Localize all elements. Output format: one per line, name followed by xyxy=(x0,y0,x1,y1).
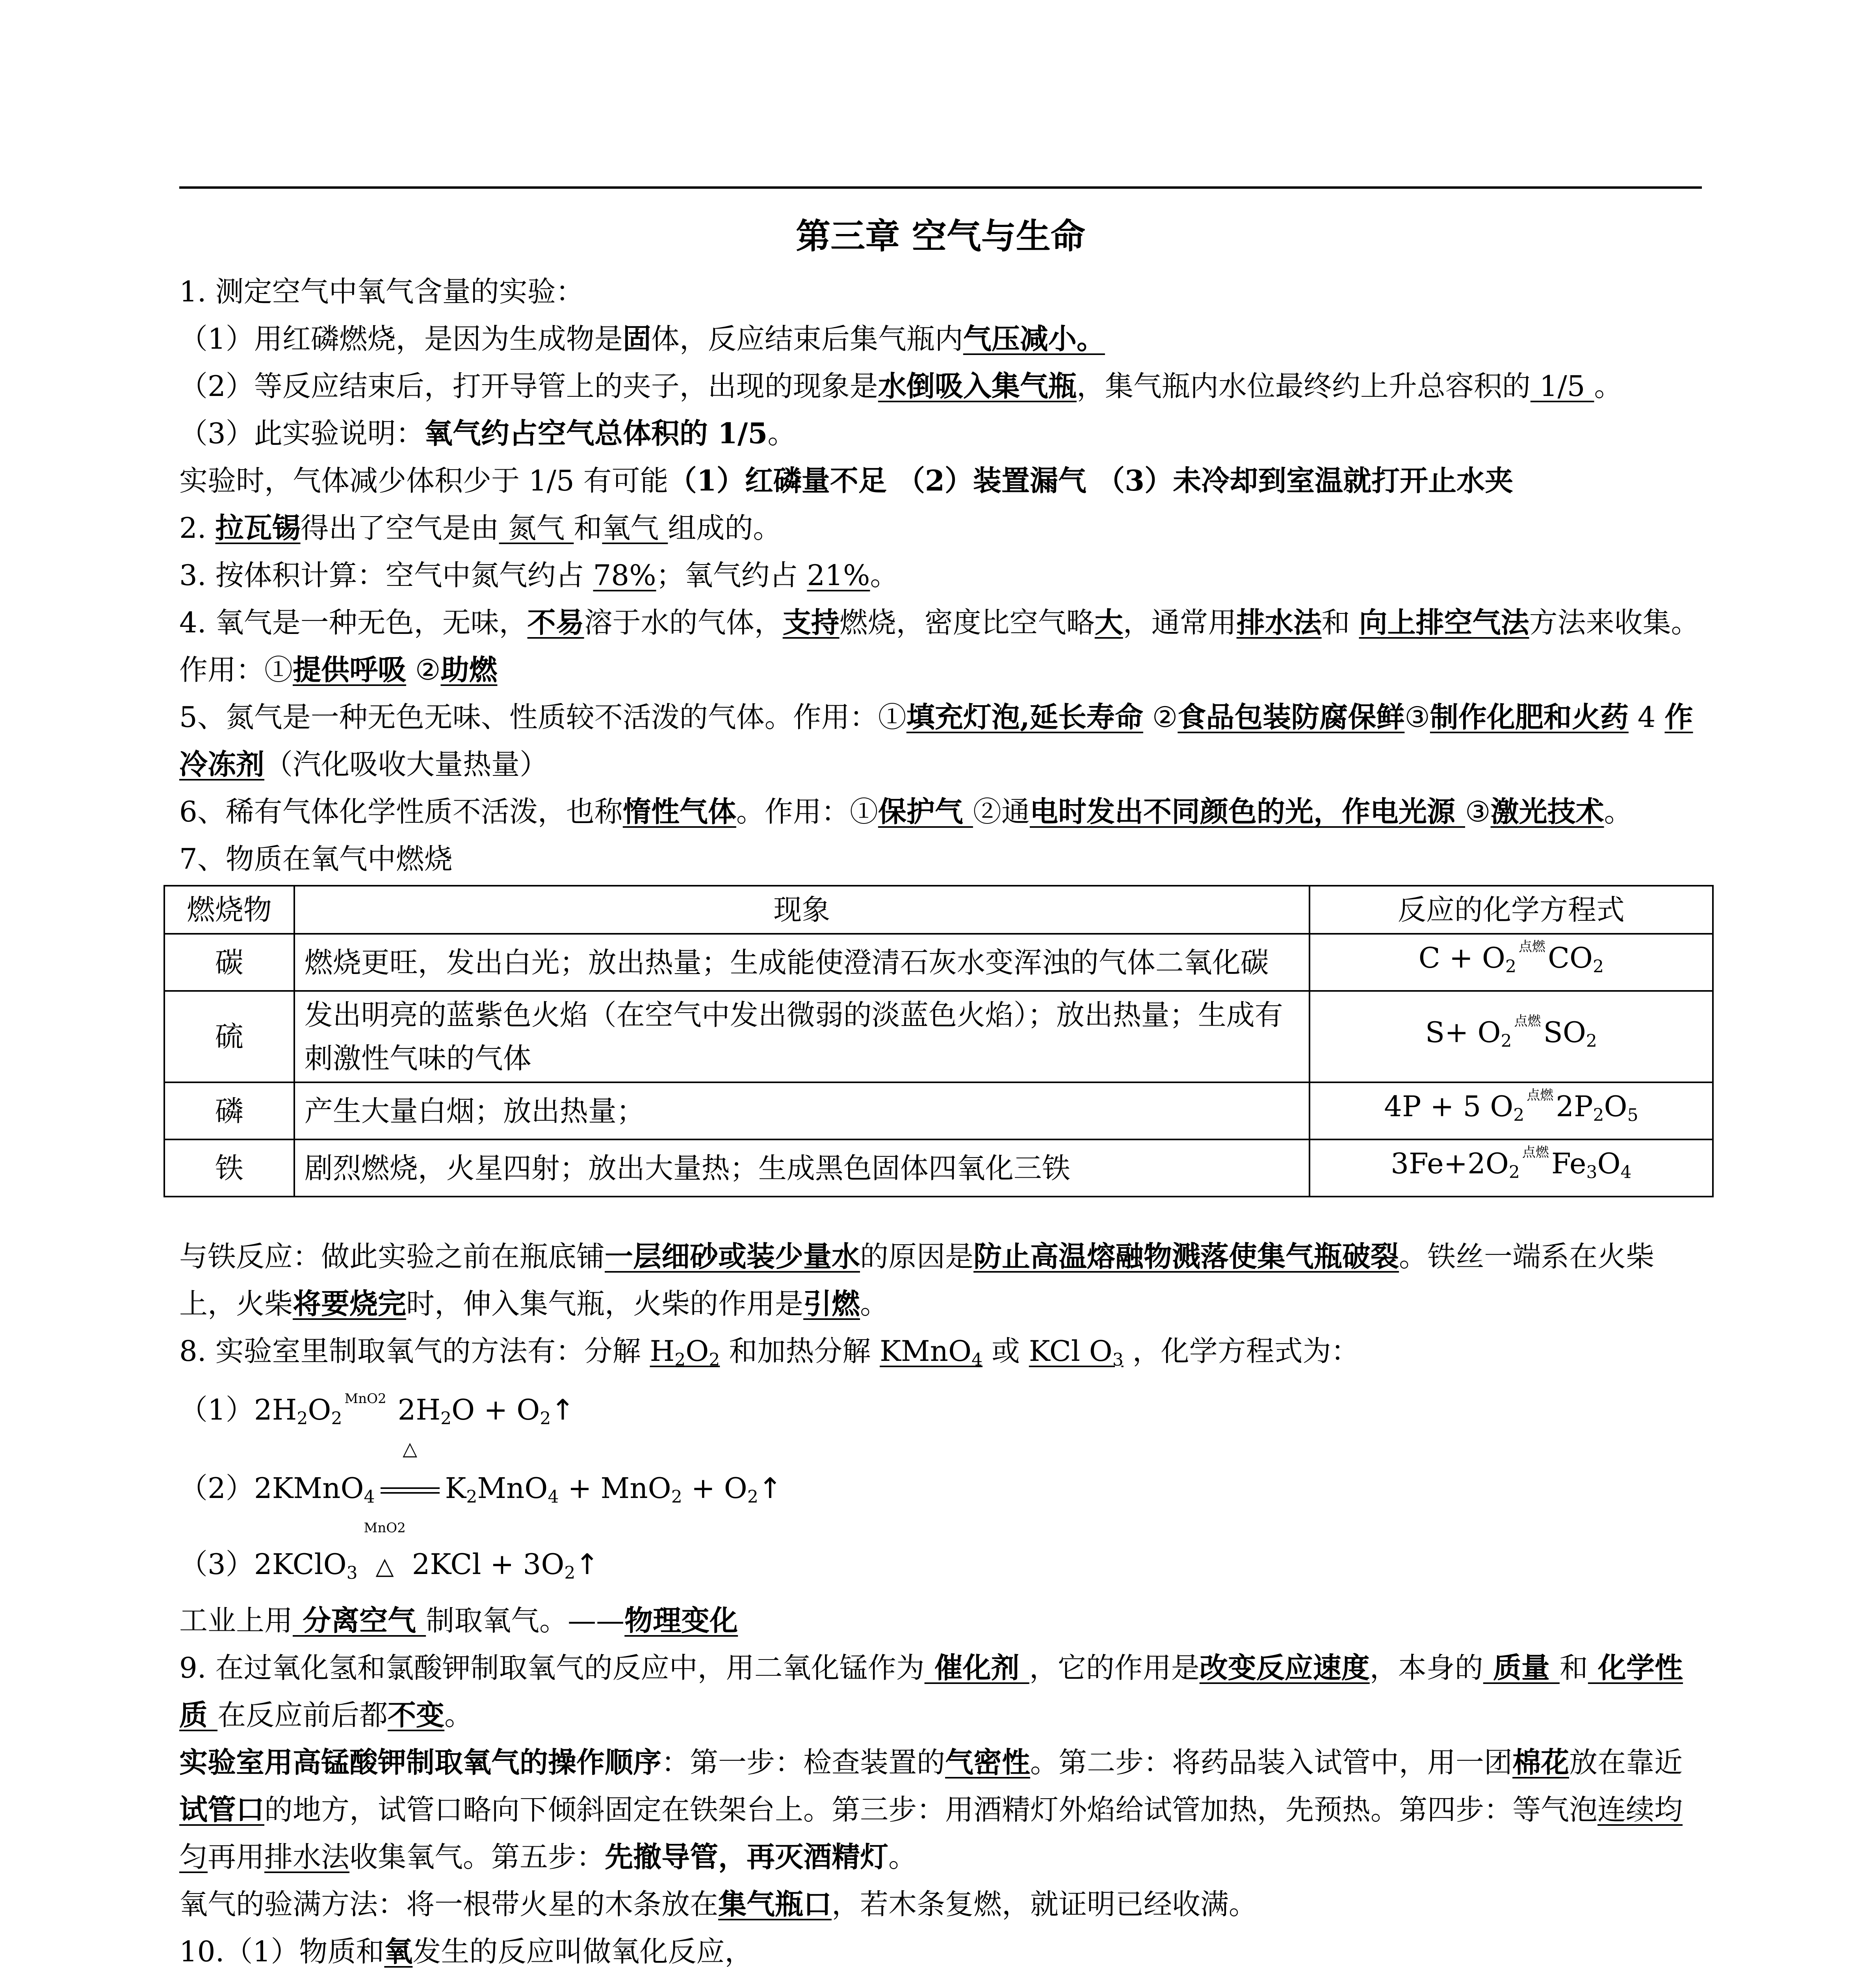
equation-cell: $3Fe+2O_2^{点燃}Fe_3O_4$ xyxy=(1309,1139,1713,1197)
phenomenon-cell: 剧烈燃烧，火星四射；放出大量热；生成黑色固体四氧化三铁 xyxy=(294,1139,1309,1197)
substance-cell: 碳 xyxy=(164,934,294,991)
phenomenon-cell: 燃烧更旺，发出白光；放出热量；生成能使澄清石灰水变浑浊的气体二氧化碳 xyxy=(294,934,1309,991)
phenomenon-cell: 产生大量白烟；放出热量； xyxy=(294,1082,1309,1139)
gas-arrow-icon: ↑ xyxy=(758,1472,782,1505)
section-5: 5、氮气是一种无色无味、性质较不活泼的气体。作用：①填充灯泡,延长寿命 ②食品包装防腐保鲜③制作化肥和火药 4 作冷冻剂（汽化吸收大量热量） xyxy=(179,700,1693,781)
gas-arrow-icon: ↑ xyxy=(575,1548,599,1581)
header-phenomenon: 现象 xyxy=(294,886,1309,934)
section-1-item-3: （3）此实验说明：氧气约占空气总体积的 1/5。 xyxy=(179,416,796,450)
section-4: 4. 氧气是一种无色，无味，不易溶于水的气体，支持燃烧，密度比空气略大，通常用排水法和 向上排空气法方法来收集。作用：①提供呼吸 ②助燃 xyxy=(179,606,1700,686)
catalyst-heat-condition: MnO2 △ xyxy=(364,1520,406,1580)
section-1-note: 实验时，气体减少体积少于 1/5 有可能（1）红磷量不足 （2）装置漏气 （3）未冷却到室温就打开止水夹 xyxy=(179,464,1514,497)
ignite-condition: 点燃 xyxy=(1518,939,1545,955)
gas-arrow-icon: ↑ xyxy=(551,1393,575,1426)
table-header-row xyxy=(164,886,1713,934)
section-1-heading: 1. 测定空气中氧气含量的实验： xyxy=(179,275,584,308)
section-8: 8. 实验室里制取氧气的方法有：分解 $H_2O_2$ 和加热分解 KMnO$_4$ 或 KCl $O_3$ ，化学方程式为： xyxy=(179,1334,1360,1370)
ignite-condition: 点燃 xyxy=(1527,1087,1554,1103)
equation-1: $(1)2H_2O_2^{MnO2}$ $2H_2O$ + $O_2↑$ xyxy=(179,1391,575,1429)
section-10-item-1: 10.（1）物质和氧发生的反应叫做氧化反应， xyxy=(179,1935,753,1968)
section-2: 2. 拉瓦锡得出了空气是由 氮气 和氧气 组成的。 xyxy=(179,511,782,545)
iron-reaction-note: 与铁反应：做此实验之前在瓶底铺一层细砂或装少量水的原因是防止高温熔融物溅落使集气瓶破裂。铁丝一端系在火柴上，火柴将要烧完时，伸入集气瓶，火柴的作用是引燃。 xyxy=(179,1240,1655,1320)
section-6: 6、稀有气体化学性质不活泼，也称惰性气体。作用：①保护气 ②通电时发出不同颜色的光，作电光源 ③激光技术。 xyxy=(179,795,1633,828)
oxygen-full-check: 氧气的验满方法：将一根带火星的木条放在集气瓶口，若木条复燃，就证明已经收满。 xyxy=(179,1887,1257,1921)
section-7-heading: 7、物质在氧气中燃烧 xyxy=(179,842,453,875)
header-substance: 燃烧物 xyxy=(164,886,294,934)
substance-cell: 铁 xyxy=(164,1139,294,1197)
chapter-title: 第三章 空气与生命 xyxy=(796,216,1085,256)
combustion-table xyxy=(163,885,1714,1197)
table-row xyxy=(164,1082,1713,1139)
ignite-condition: 点燃 xyxy=(1522,1145,1549,1160)
document-body xyxy=(179,205,1702,1970)
substance-cell: 硫 xyxy=(164,991,294,1082)
header-rule xyxy=(179,186,1702,189)
substance-cell: 磷 xyxy=(164,1082,294,1139)
section-9: 9. 在过氧化氢和氯酸钾制取氧气的反应中，用二氧化锰作为 催化剂 ，它的作用是改变反应速度，本身的 质量 和 化学性质 在反应前后都不变。 xyxy=(179,1651,1683,1732)
table-row xyxy=(164,1139,1713,1197)
ignite-condition: 点燃 xyxy=(1514,1013,1541,1029)
heat-condition: △ xyxy=(381,1464,440,1512)
catalyst-condition: MnO2 xyxy=(344,1391,386,1407)
section-3: 3. 按体积计算：空气中氮气约占 78%；氧气约占 21%。 xyxy=(179,559,899,592)
table-row xyxy=(164,934,1713,991)
phenomenon-cell: 发出明亮的蓝紫色火焰（在空气中发出微弱的淡蓝色火焰）；放出热量；生成有刺激性气味的气体 xyxy=(294,991,1309,1082)
equation-cell: $S+ O_2^{点燃}SO_2$ xyxy=(1309,991,1713,1082)
table-row xyxy=(164,991,1713,1082)
equation-2: （2）2KMnO$_4$ △ $K_2MnO_4 + MnO_2$ + $O_2↑$ xyxy=(179,1464,1702,1521)
header-equation: 反应的化学方程式 xyxy=(1309,886,1713,934)
section-1-item-1: （1）用红磷燃烧，是因为生成物是固体，反应结束后集气瓶内气压减小。 xyxy=(179,322,1105,355)
industrial-method: 工业上用 分离空气 制取氧气。——物理变化 xyxy=(179,1604,738,1637)
equation-cell: $C + O_2^{点燃}CO_2$ xyxy=(1309,934,1713,991)
equation-cell: 4P + 5 $O_2^{点燃}2P_2O_5$ xyxy=(1309,1082,1713,1139)
equation-3: （3）2KClO$_3$ MnO2 △ $2KCl + 3O_2↑$ xyxy=(179,1541,1702,1597)
operation-steps: 实验室用高锰酸钾制取氧气的操作顺序：第一步：检查装置的气密性。第二步：将药品装入试管中，用一团棉花放在靠近试管口的地方，试管口略向下倾斜固定在铁架台上。第三步：用酒精灯外焰给试管加热，先预热。第四步：等气泡连续均匀再用排水法收集氧气。第五步：先撤导管，再灭酒精灯。 xyxy=(179,1745,1683,1873)
section-1-item-2: （2）等反应结束后，打开导管上的夹子，出现的现象是水倒吸入集气瓶，集气瓶内水位最终约上升总容积的 1/5 。 xyxy=(179,369,1623,403)
